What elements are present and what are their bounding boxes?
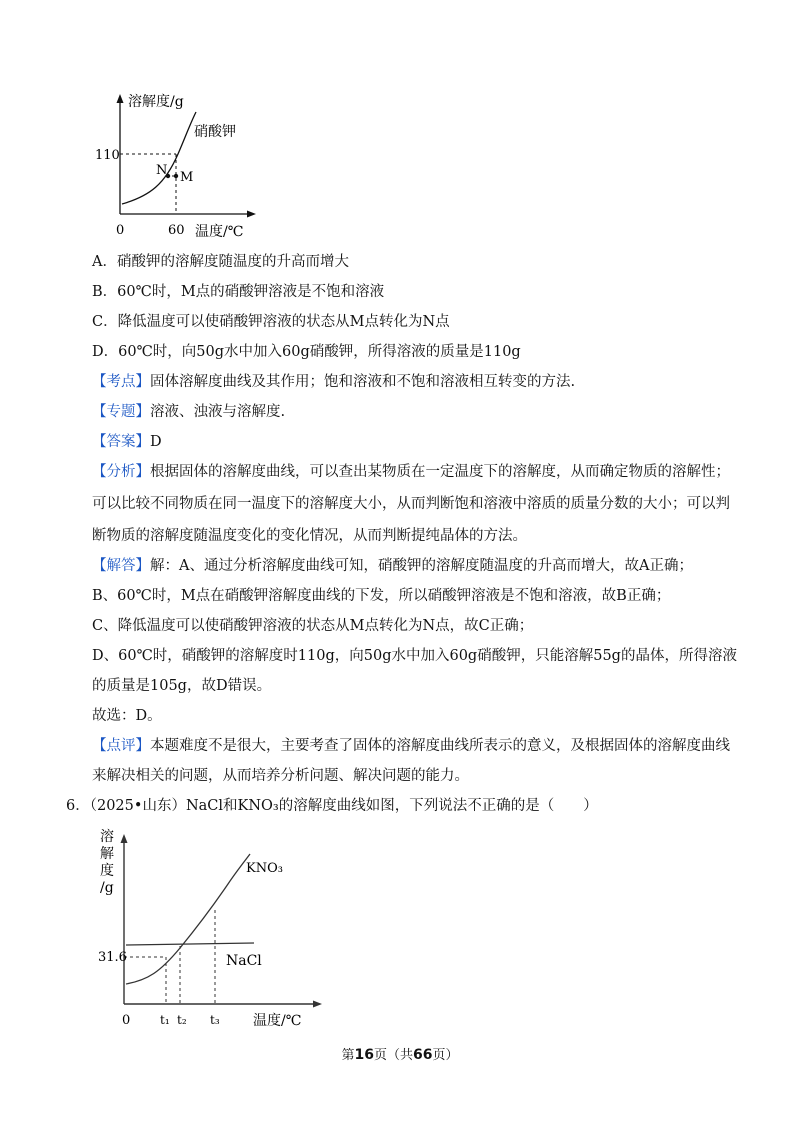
- fig2-series-nacl: NaCl: [226, 953, 262, 969]
- kaodian-text: 固体溶解度曲线及其作用；饱和溶液和不饱和溶液相互转变的方法.: [150, 374, 576, 390]
- dianping-line-2: 来解决相关的问题，从而培养分析问题、解决问题的能力。: [92, 768, 469, 784]
- fenxi-line-2: 可以比较不同物质在同一温度下的溶解度大小，从而判断饱和溶液中溶质的质量分数的大小；可以判: [92, 496, 730, 512]
- dianping-tag: 【点评】: [92, 738, 150, 754]
- fig2-x-tick-t2: t₂: [177, 1013, 187, 1027]
- question-6-text: （2025•山东）NaCl和KNO₃的溶解度曲线如图，下列说法不正确的是（ ）: [89, 798, 598, 814]
- jieda-line-3: C、降低温度可以使硝酸钾溶液的状态从M点转化为N点，故C正确；: [92, 618, 534, 634]
- fenxi-text-1: 根据固体的溶解度曲线，可以查出某物质在一定温度下的溶解度，从而确定物质的溶解性；: [150, 464, 730, 480]
- fig2-ylabel-2: 解: [100, 846, 114, 862]
- fig2-x-tick-t1: t₁: [160, 1013, 170, 1027]
- fig1-xlabel: 温度/℃: [195, 224, 244, 240]
- zhuanti-text: 溶液、浊液与溶解度.: [150, 404, 286, 420]
- page-footer: [0, 1044, 800, 1063]
- fig1-y-tick: 110: [95, 148, 120, 163]
- jieda-line-4: D、60℃时，硝酸钾的溶解度时110g，向50g水中加入60g硝酸钾，只能溶解55g的晶体，所得溶液: [92, 648, 737, 664]
- dianping-text-1: 本题难度不是很大，主要考查了固体的溶解度曲线所表示的意义，及根据固体的溶解度曲线: [150, 738, 730, 754]
- question-6-line: [66, 796, 598, 816]
- figure-nacl-kno3-solubility: [98, 826, 338, 1036]
- fig1-point-n-label: N: [156, 163, 168, 178]
- fig2-ylabel-4: /g: [100, 880, 114, 896]
- nacl-line: [126, 943, 254, 945]
- fig2-ylabel-1: 溶: [100, 829, 114, 845]
- footer-suffix: 页）: [432, 1048, 459, 1063]
- fenxi-line-3: 断物质的溶解度随温度变化的变化情况，从而判断提纯晶体的方法。: [92, 528, 527, 544]
- dianping-line-1: [92, 736, 730, 756]
- footer-prefix: 第: [341, 1048, 355, 1063]
- fenxi-tag: 【分析】: [92, 464, 150, 480]
- fig1-x-tick: 60: [168, 223, 185, 238]
- option-d: D．60℃时，向50g水中加入60g硝酸钾，所得溶液的质量是110g: [92, 344, 521, 360]
- option-a: A．硝酸钾的溶解度随温度的升高而增大: [92, 254, 349, 270]
- fig2-origin: 0: [122, 1013, 131, 1028]
- fig1-ylabel: 溶解度/g: [128, 94, 184, 110]
- figure-kno3-solubility: [95, 92, 360, 242]
- fig2-x-tick-t3: t₃: [210, 1013, 220, 1027]
- kaodian-tag: 【考点】: [92, 374, 150, 390]
- zhuanti-line: [92, 402, 285, 422]
- fig2-y-tick: 31.6: [98, 950, 127, 965]
- zhuanti-tag: 【专题】: [92, 404, 150, 420]
- jieda-line-5: 的质量是105g，故D错误。: [92, 678, 272, 694]
- option-b: B．60℃时，M点的硝酸钾溶液是不饱和溶液: [92, 284, 385, 300]
- question-6-number: 6．: [66, 798, 90, 814]
- footer-total: 66: [413, 1047, 433, 1063]
- footer-page: 16: [354, 1047, 374, 1063]
- daan-tag: 【答案】: [92, 434, 150, 450]
- jieda-tag: 【解答】: [92, 558, 150, 574]
- fig1-curve-label: 硝酸钾: [194, 124, 236, 140]
- fig1-origin: 0: [116, 223, 125, 238]
- jieda-text-1: 解：A、通过分析溶解度曲线可知，硝酸钾的溶解度随温度的升高而增大，故A正确；: [150, 558, 693, 574]
- fig2-xlabel: 温度/℃: [253, 1013, 302, 1029]
- daan-text: D: [150, 434, 162, 450]
- jieda-line-2: B、60℃时，M点在硝酸钾溶解度曲线的下发，所以硝酸钾溶液是不饱和溶液，故B正确；: [92, 588, 671, 604]
- fig2-ylabel-3: 度: [100, 863, 114, 879]
- point-m: [174, 174, 178, 178]
- fig1-point-m-label: M: [180, 170, 194, 185]
- option-c: C．降低温度可以使硝酸钾溶液的状态从M点转化为N点: [92, 314, 450, 330]
- kaodian-line: [92, 372, 575, 392]
- footer-mid: 页（共: [373, 1048, 413, 1063]
- jieda-line-1: [92, 556, 693, 576]
- jieda-line-6: 故选：D。: [92, 708, 162, 724]
- daan-line: [92, 432, 162, 452]
- fenxi-line-1: [92, 462, 730, 482]
- fig2-series-kno3: KNO₃: [246, 861, 283, 876]
